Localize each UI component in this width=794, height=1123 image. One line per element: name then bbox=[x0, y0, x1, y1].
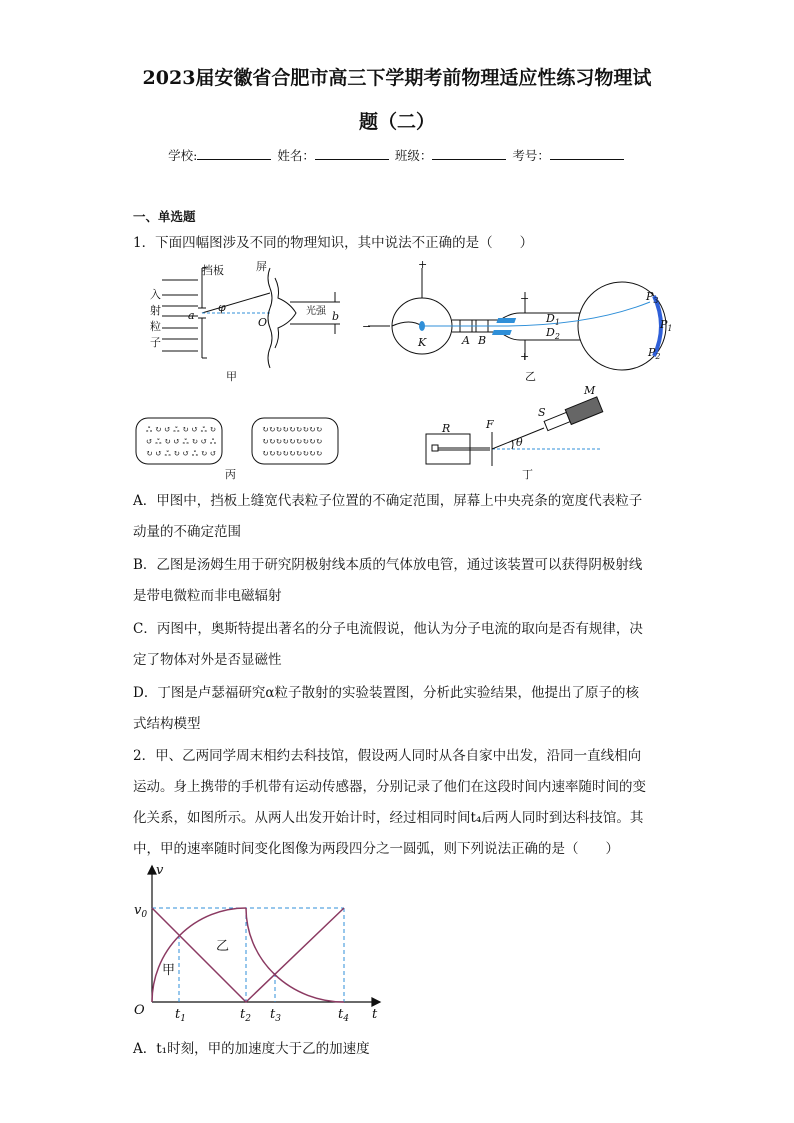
plus-top: + bbox=[418, 258, 428, 271]
q1-option-b-line2: 是带电微粒而非电磁辐射 bbox=[133, 588, 282, 604]
number-label: 考号： bbox=[512, 148, 550, 163]
anode-b: B bbox=[478, 334, 487, 347]
incident-label-4: 子 bbox=[150, 336, 161, 349]
cathode-k: K bbox=[418, 336, 427, 349]
q2-line1: 2．甲、乙两同学周末相约去科技馆，假设两人同时从各自家中出发，沿同一直线相向 bbox=[133, 748, 642, 764]
q1-option-d-line2: 式结构模型 bbox=[133, 716, 201, 732]
name-label: 姓名： bbox=[277, 148, 315, 163]
name-blank[interactable] bbox=[315, 147, 389, 160]
svg-text:D2 bbox=[545, 326, 560, 341]
svg-text:t4 bbox=[338, 1007, 349, 1023]
q1-option-d-line1[interactable]: D．丁图是卢瑟福研究α粒子散射的实验装置图，分析此实验结果，他提出了原子的核 bbox=[133, 685, 639, 701]
microscope-m: M bbox=[584, 384, 596, 397]
q2-line4: 中，甲的速率随时间变化图像为两段四分之一圆弧，则下列说法正确的是（ ） bbox=[133, 841, 619, 857]
t2-sub: 2 bbox=[245, 1014, 251, 1023]
svg-text:t2 bbox=[240, 1007, 251, 1023]
class-blank[interactable] bbox=[432, 147, 506, 160]
t-axis-arrow bbox=[372, 998, 380, 1006]
t3-label: t bbox=[270, 1007, 276, 1022]
svg-text:↻ ↺ ஃ ↻ ↺ ஃ ↻ ↺: ↻ ↺ ஃ ↻ ↺ ஃ ↻ ↺ bbox=[146, 449, 217, 458]
svg-text:↻↻↻↻↻↻↻↻↻: ↻↻↻↻↻↻↻↻↻ bbox=[262, 449, 323, 458]
origin-o: O bbox=[258, 316, 268, 329]
svg-text:ஃ ↻ ↺ ஃ ↻ ↺ ஃ ↻: ஃ ↻ ↺ ஃ ↻ ↺ ஃ ↻ bbox=[146, 425, 217, 434]
screen-s: S bbox=[538, 406, 546, 419]
anode-a: A bbox=[462, 334, 470, 347]
svg-text:↺ ஃ ↻ ↺ ஃ ↻ ↺ ஃ: ↺ ஃ ↻ ↺ ஃ ↻ ↺ ஃ bbox=[146, 437, 217, 446]
figure-bing bbox=[130, 412, 350, 482]
screen-label: 屏 bbox=[256, 260, 267, 273]
point-p3-sub: 3 bbox=[653, 296, 659, 305]
q1-option-c-line2: 定了物体对外是否显磁性 bbox=[133, 652, 282, 668]
plate-d2-sub: 2 bbox=[554, 332, 560, 341]
svg-text:↻↻↻↻↻↻↻↻↻: ↻↻↻↻↻↻↻↻↻ bbox=[262, 437, 323, 446]
fig-bing-caption: 丙 bbox=[225, 468, 236, 481]
yi-line bbox=[152, 908, 344, 1002]
minus-left: − bbox=[362, 320, 372, 333]
v-axis-label: v bbox=[156, 863, 164, 878]
school-label: 学校: bbox=[168, 148, 198, 163]
angle-theta: θ bbox=[516, 436, 523, 449]
t2-label: t bbox=[240, 1007, 246, 1022]
svg-text:D1 bbox=[545, 312, 560, 327]
q1-option-a-line2: 动量的不确定范围 bbox=[133, 524, 241, 540]
figure-vt-graph bbox=[130, 858, 390, 1023]
svg-text:t1 bbox=[175, 1007, 186, 1023]
q1-option-a-line1[interactable]: A．甲图中，挡板上缝宽代表粒子位置的不确定范围，屏幕上中央亮条的宽度代表粒子 bbox=[133, 493, 643, 509]
point-p3: P bbox=[646, 290, 654, 303]
q2-option-a[interactable]: A．t₁时刻，甲的加速度大于乙的加速度 bbox=[133, 1041, 370, 1057]
t1-sub: 1 bbox=[180, 1014, 186, 1023]
v0-sub: 0 bbox=[141, 910, 148, 920]
svg-text:v0 bbox=[134, 903, 147, 920]
school-blank[interactable] bbox=[197, 147, 271, 160]
fig-yi-caption: 乙 bbox=[525, 370, 536, 383]
foil-f: F bbox=[486, 418, 494, 431]
t4-sub: 4 bbox=[343, 1014, 349, 1023]
exam-title-line2: 题（二） bbox=[358, 111, 435, 133]
plate-d1-sub: 1 bbox=[554, 318, 560, 327]
svg-text:P3 bbox=[645, 290, 659, 305]
figure-yi bbox=[360, 258, 680, 388]
source-r: R bbox=[442, 422, 451, 435]
aligned-loops bbox=[262, 425, 322, 458]
t-axis-label: t bbox=[372, 1007, 378, 1022]
class-label: 班级： bbox=[394, 148, 433, 163]
q2-line2: 运动。身上携带的手机带有运动传感器，分别记录了他们在这段时间内速率随时间的变 bbox=[133, 779, 646, 795]
t1-label: t bbox=[175, 1007, 181, 1022]
student-info-row bbox=[0, 146, 794, 164]
plate-d2: D bbox=[546, 326, 555, 339]
svg-text:P1 bbox=[659, 318, 673, 333]
svg-text:↻↻↻↻↻↻↻↻↻: ↻↻↻↻↻↻↻↻↻ bbox=[262, 425, 323, 434]
minus-d: − bbox=[520, 292, 530, 305]
number-blank[interactable] bbox=[550, 147, 624, 160]
slit-width-a: a bbox=[188, 309, 195, 322]
exam-title-line1: 2023届安徽省合肥市高三下学期考前物理适应性练习物理试 bbox=[142, 67, 652, 89]
origin-label: O bbox=[134, 1003, 145, 1018]
plate-d1: D bbox=[546, 312, 555, 325]
point-p1: P bbox=[660, 318, 668, 331]
baffle-label: 挡板 bbox=[202, 264, 224, 277]
fig-jia-caption: 甲 bbox=[226, 370, 237, 383]
yi-label: 乙 bbox=[216, 939, 230, 954]
angle-phi: φ bbox=[218, 301, 226, 314]
figure-ding bbox=[420, 382, 620, 482]
plus-d: + bbox=[520, 350, 530, 363]
v0-label: v bbox=[134, 903, 142, 918]
t3-sub: 3 bbox=[275, 1014, 281, 1023]
v-axis-arrow bbox=[148, 866, 156, 874]
jia-label: 甲 bbox=[162, 963, 176, 978]
point-p1-sub: 1 bbox=[667, 324, 673, 333]
figure-jia bbox=[140, 258, 360, 388]
t4-label: t bbox=[338, 1007, 344, 1022]
section-heading: 一、单选题 bbox=[133, 209, 196, 224]
incident-label-1: 入 bbox=[150, 288, 161, 301]
fig-ding-caption: 丁 bbox=[522, 468, 533, 481]
intensity-label: 光强 bbox=[306, 306, 326, 317]
point-p2: P bbox=[648, 346, 656, 359]
q1-stem: 1．下面四幅图涉及不同的物理知识，其中说法不正确的是（ ） bbox=[133, 235, 534, 251]
q1-option-b-line1[interactable]: B．乙图是汤姆生用于研究阴极射线本质的气体放电管，通过该装置可以获得阴极射线 bbox=[133, 557, 643, 573]
incident-label-2: 射 bbox=[150, 304, 161, 317]
svg-text:t3 bbox=[270, 1007, 281, 1023]
q2-line3: 化关系，如图所示。从两人出发开始计时，经过相同时间t₄后两人同时到达科技馆。其 bbox=[133, 810, 644, 826]
point-p2-sub: 2 bbox=[655, 352, 661, 361]
q1-option-c-line1[interactable]: C．丙图中，奥斯特提出著名的分子电流假说，他认为分子电流的取向是否有规律，决 bbox=[133, 621, 643, 637]
incident-label-3: 粒 bbox=[150, 320, 161, 333]
width-b: b bbox=[332, 310, 340, 323]
random-loops bbox=[146, 425, 217, 458]
